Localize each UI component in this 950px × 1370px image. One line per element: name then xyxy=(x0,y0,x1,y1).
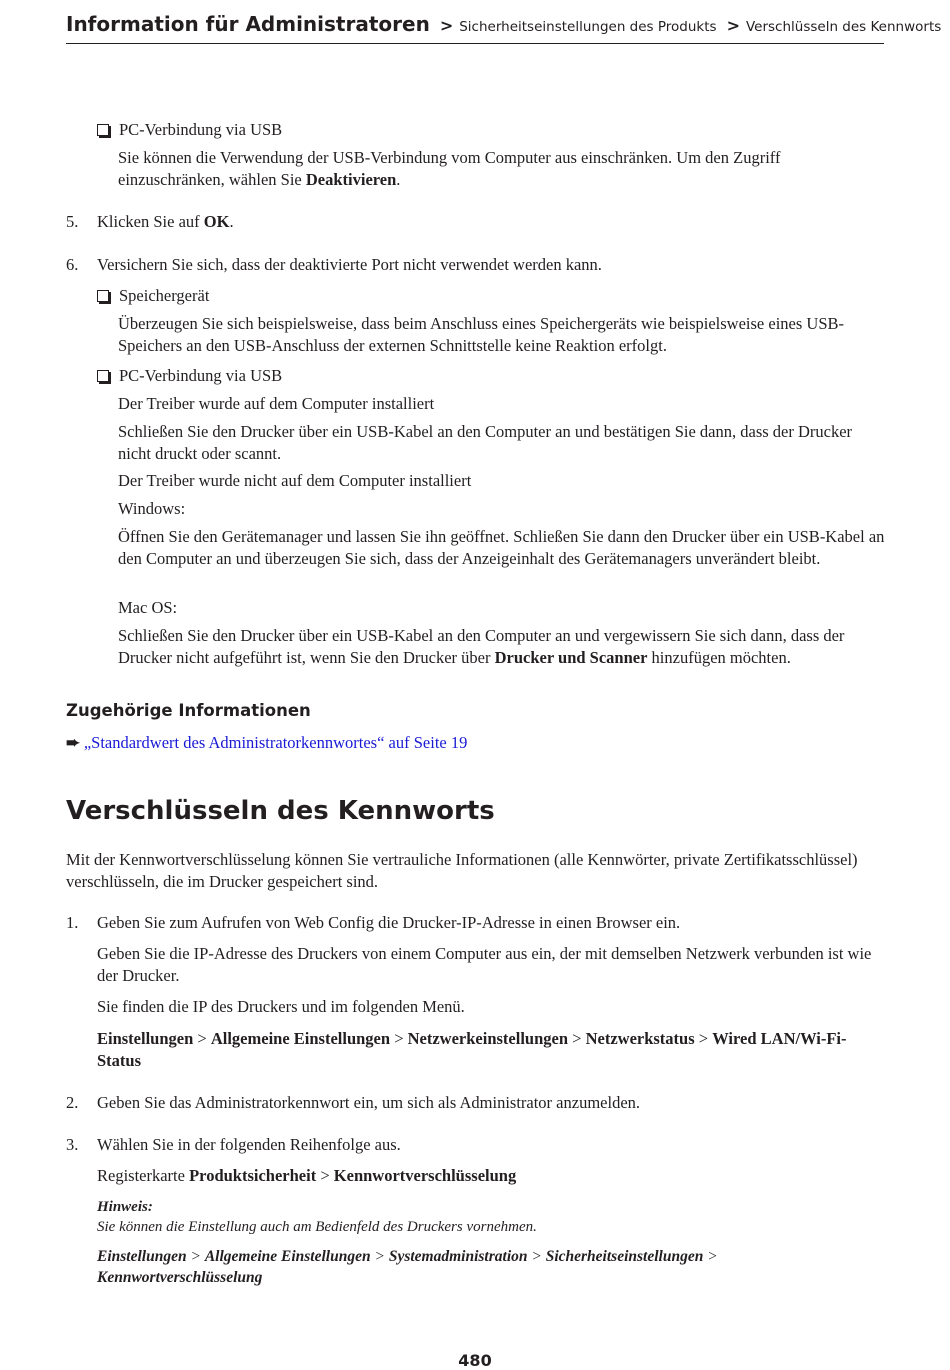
related-heading: Zugehörige Informationen xyxy=(66,701,311,720)
list-item xyxy=(97,119,909,141)
breadcrumb-item: Sicherheitseinstellungen des Produkts xyxy=(459,19,717,35)
step-number: 1. xyxy=(66,913,79,932)
paragraph: Sie können die Verwendung der USB-Verbindung vom Computer aus einschränken. Um den Zugriff einzuschränken, wählen Sie Deaktivieren. xyxy=(118,148,781,189)
note xyxy=(97,1197,887,1237)
paragraph: Der Treiber wurde auf dem Computer installiert xyxy=(118,394,435,413)
ui-term: Deaktivieren xyxy=(305,169,397,189)
breadcrumb-section: Information für Administratoren xyxy=(66,12,430,36)
breadcrumb-separator: > xyxy=(726,16,740,35)
paragraph: Windows: xyxy=(118,499,186,518)
paragraph: Schließen Sie den Drucker über ein USB-Kabel an den Computer an und vergewissern Sie sich dann, dass der Drucker nicht aufgeführt ist, wenn Sie den Drucker über Drucker und Scanner hinzufügen möchten. xyxy=(118,626,845,667)
paragraph: Öffnen Sie den Gerätemanager und lassen Sie ihn geöffnet. Schließen Sie dann den Drucker über ein USB-Kabel an den Computer an und überzeugen Sie sich, dass der Anzeigeinhalt des Gerätemanagers unverändert bleibt. xyxy=(118,527,885,568)
page-number: 480 xyxy=(458,1351,492,1370)
step-number: 5. xyxy=(66,212,79,231)
bullet-label: Speichergerät xyxy=(119,286,210,305)
step-number: 3. xyxy=(66,1135,79,1154)
paragraph: Geben Sie die IP-Adresse des Druckers von einem Computer aus ein, der mit demselben Netzwerk verbunden ist wie der Drucker. xyxy=(97,944,872,985)
breadcrumb xyxy=(66,12,942,36)
arrow-right-icon: ➨ xyxy=(66,733,80,752)
step-text: Geben Sie zum Aufrufen von Web Config die Drucker-IP-Adresse in einen Browser ein. xyxy=(97,913,681,932)
paragraph: Mac OS: xyxy=(118,598,178,617)
note-menu-path: Einstellungen > Allgemeine Einstellungen > Systemadministration > Sicherheitseinstellungen > Kennwortverschlüsselung xyxy=(97,1248,718,1286)
paragraph: Sie finden die IP des Druckers und im folgenden Menü. xyxy=(97,997,465,1016)
step-text: Geben Sie das Administratorkennwort ein, um sich als Administrator anzumelden. xyxy=(97,1093,641,1112)
list-item xyxy=(97,365,909,387)
step-text: Klicken Sie auf OK. xyxy=(97,212,234,231)
paragraph: Schließen Sie den Drucker über ein USB-Kabel an den Computer an und bestätigen Sie dann, dass der Drucker nicht druckt oder scannt. xyxy=(118,422,853,463)
note-label: Hinweis: xyxy=(97,1199,153,1215)
list-item xyxy=(97,285,909,307)
step-text: Wählen Sie in der folgenden Reihenfolge aus. xyxy=(97,1135,401,1154)
paragraph: Überzeugen Sie sich beispielsweise, dass beim Anschluss eines Speichergeräts wie beispielsweise eines USB-Speichers an den USB-Anschluss der externen Schnittstelle keine Reaktion erfolgt. xyxy=(118,314,844,355)
paragraph: Der Treiber wurde nicht auf dem Computer installiert xyxy=(118,471,472,490)
menu-path: Einstellungen > Allgemeine Einstellungen > Netzwerkeinstellungen > Netzwerkstatus > Wired LAN/Wi-Fi-Status xyxy=(97,1029,847,1070)
related-link[interactable]: „Standardwert des Administratorkennwortes“ auf Seite 19 xyxy=(83,733,468,752)
checkbox-bullet-icon xyxy=(97,290,109,302)
ui-term: Drucker und Scanner xyxy=(494,647,648,667)
related-link-row[interactable] xyxy=(66,732,866,754)
ui-term: OK xyxy=(203,212,230,231)
checkbox-bullet-icon xyxy=(97,370,109,382)
breadcrumb-separator: > xyxy=(439,16,454,35)
step-text: Versichern Sie sich, dass der deaktivierte Port nicht verwendet werden kann. xyxy=(97,255,602,274)
step-number: 6. xyxy=(66,255,79,274)
step-number: 2. xyxy=(66,1093,79,1112)
checkbox-bullet-icon xyxy=(97,124,109,136)
bullet-label: PC-Verbindung via USB xyxy=(119,366,283,385)
section-title: Verschlüsseln des Kennworts xyxy=(66,796,495,826)
breadcrumb-item: Verschlüsseln des Kennworts xyxy=(745,19,942,35)
menu-path: Registerkarte Produktsicherheit > Kennwortverschlüsselung xyxy=(97,1166,517,1185)
paragraph: Mit der Kennwortverschlüsselung können Sie vertrauliche Informationen (alle Kennwörter, private Zertifikatsschlüssel) verschlüsseln, die im Drucker gespeichert sind. xyxy=(66,850,858,891)
bullet-label: PC-Verbindung via USB xyxy=(119,120,283,139)
note-text: Sie können die Einstellung auch am Bedienfeld des Druckers vornehmen. xyxy=(97,1219,537,1235)
header-rule xyxy=(66,43,884,44)
